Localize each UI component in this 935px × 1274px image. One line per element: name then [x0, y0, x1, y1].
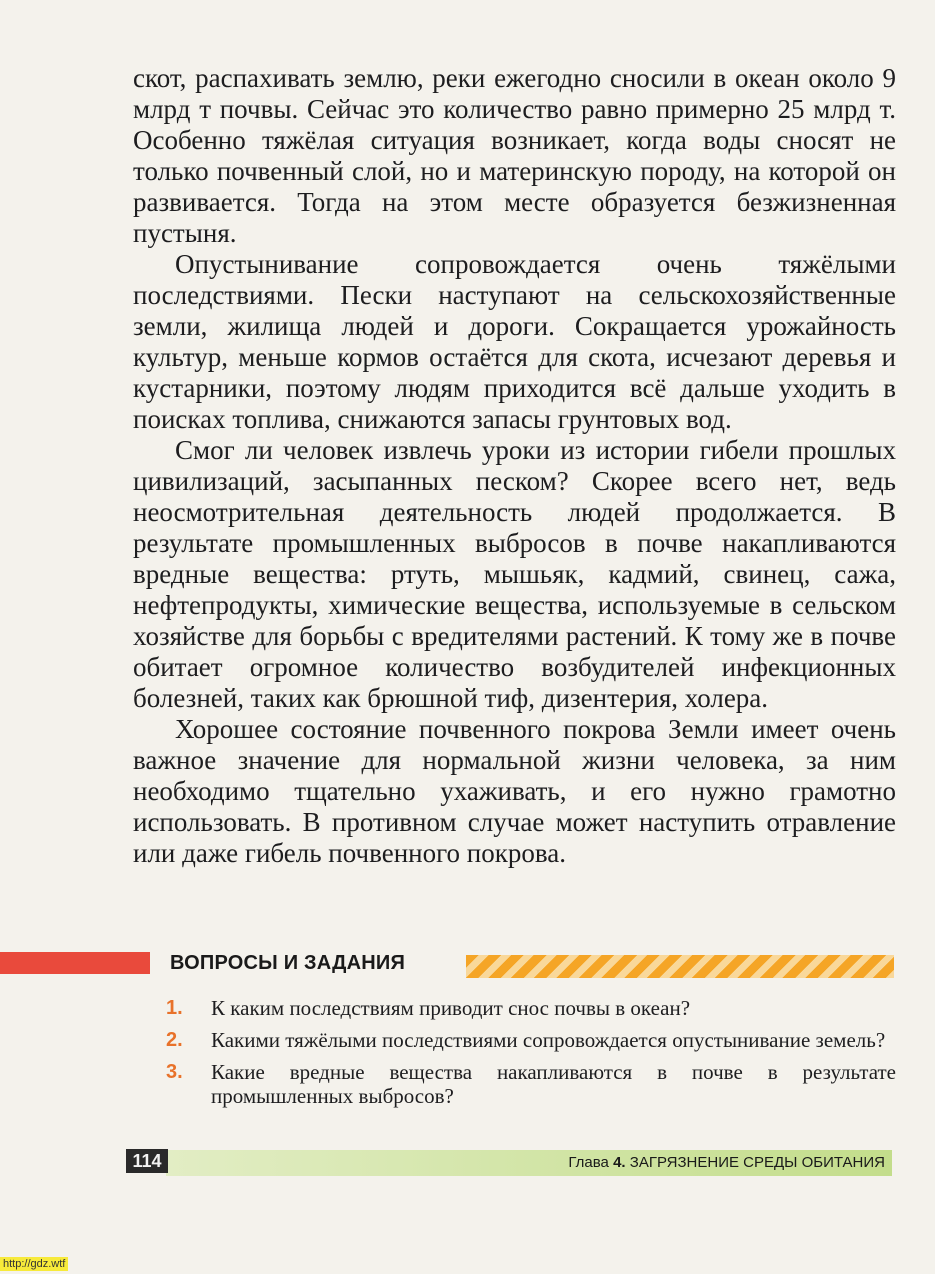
paragraph-3: Смог ли человек извлечь уроки из истории гибели прошлых цивилизаций, засыпанных песком? Скорее всего нет, ведь неосмотрительная деятельность людей продолжается. В результате промышленных выбросов в почве накапливаются вредные вещества: ртуть, мышьяк, кадмий, свинец, сажа, нефтепродукты, химические вещества, используемые в сельском хозяйстве для борьбы с вредителями растений. К тому же в почве обитает огромное количество возбудителей инфекционных болезней, таких как брюшной тиф, дизентерия, холера. — [133, 435, 896, 713]
paragraph-4: Хорошее состояние почвенного покрова Земли имеет очень важное значение для нормальной жизни человека, за ним необходимо тщательно ухаживать, и его нужно грамотно использовать. В противном случае может наступить отравление или даже гибель почвенного покрова. — [133, 714, 896, 868]
question-text: К каким последствиям приводит снос почвы в океан? — [211, 996, 691, 1020]
main-text — [133, 63, 896, 869]
question-number: 2. — [166, 1029, 183, 1051]
question-item — [166, 996, 896, 1020]
section-accent-bar — [0, 952, 150, 974]
page-number: 114 — [126, 1149, 168, 1173]
watermark-link[interactable]: http://gdz.wtf — [0, 1257, 68, 1271]
question-text: Какие вредные вещества накапливаются в почве в результате промышленных выбросов? — [211, 1060, 896, 1108]
chapter-label — [568, 1154, 885, 1171]
questions-list — [166, 996, 896, 1116]
question-item — [166, 1028, 896, 1052]
chapter-number: 4. — [613, 1154, 626, 1171]
chapter-prefix: Глава — [568, 1154, 609, 1171]
section-striped-bar — [466, 955, 894, 978]
paragraph-1: скот, распахивать землю, реки ежегодно сносили в океан около 9 млрд т почвы. Сейчас это количество равно примерно 25 млрд т. Особенно тяжёлая ситуация возникает, когда воды сносят не только почвенный слой, но и материнскую породу, на которой он развивается. Тогда на этом месте образуется безжизненная пустыня. — [133, 63, 896, 248]
questions-heading: ВОПРОСЫ И ЗАДАНИЯ — [170, 952, 406, 974]
question-number: 3. — [166, 1061, 183, 1083]
paragraph-2: Опустынивание сопровождается очень тяжёлыми последствиями. Пески наступают на сельскохозяйственные земли, жилища людей и дороги. Сокращается урожайность культур, меньше кормов остаётся для скота, исчезают деревья и кустарники, поэтому людям приходится всё дальше уходить в поисках топлива, снижаются запасы грунтовых вод. — [133, 249, 896, 434]
question-item — [166, 1060, 896, 1108]
question-number: 1. — [166, 997, 183, 1019]
question-text: Какими тяжёлыми последствиями сопровождается опустынивание земель? — [211, 1028, 886, 1052]
chapter-title: ЗАГРЯЗНЕНИЕ СРЕДЫ ОБИТАНИЯ — [629, 1154, 885, 1171]
